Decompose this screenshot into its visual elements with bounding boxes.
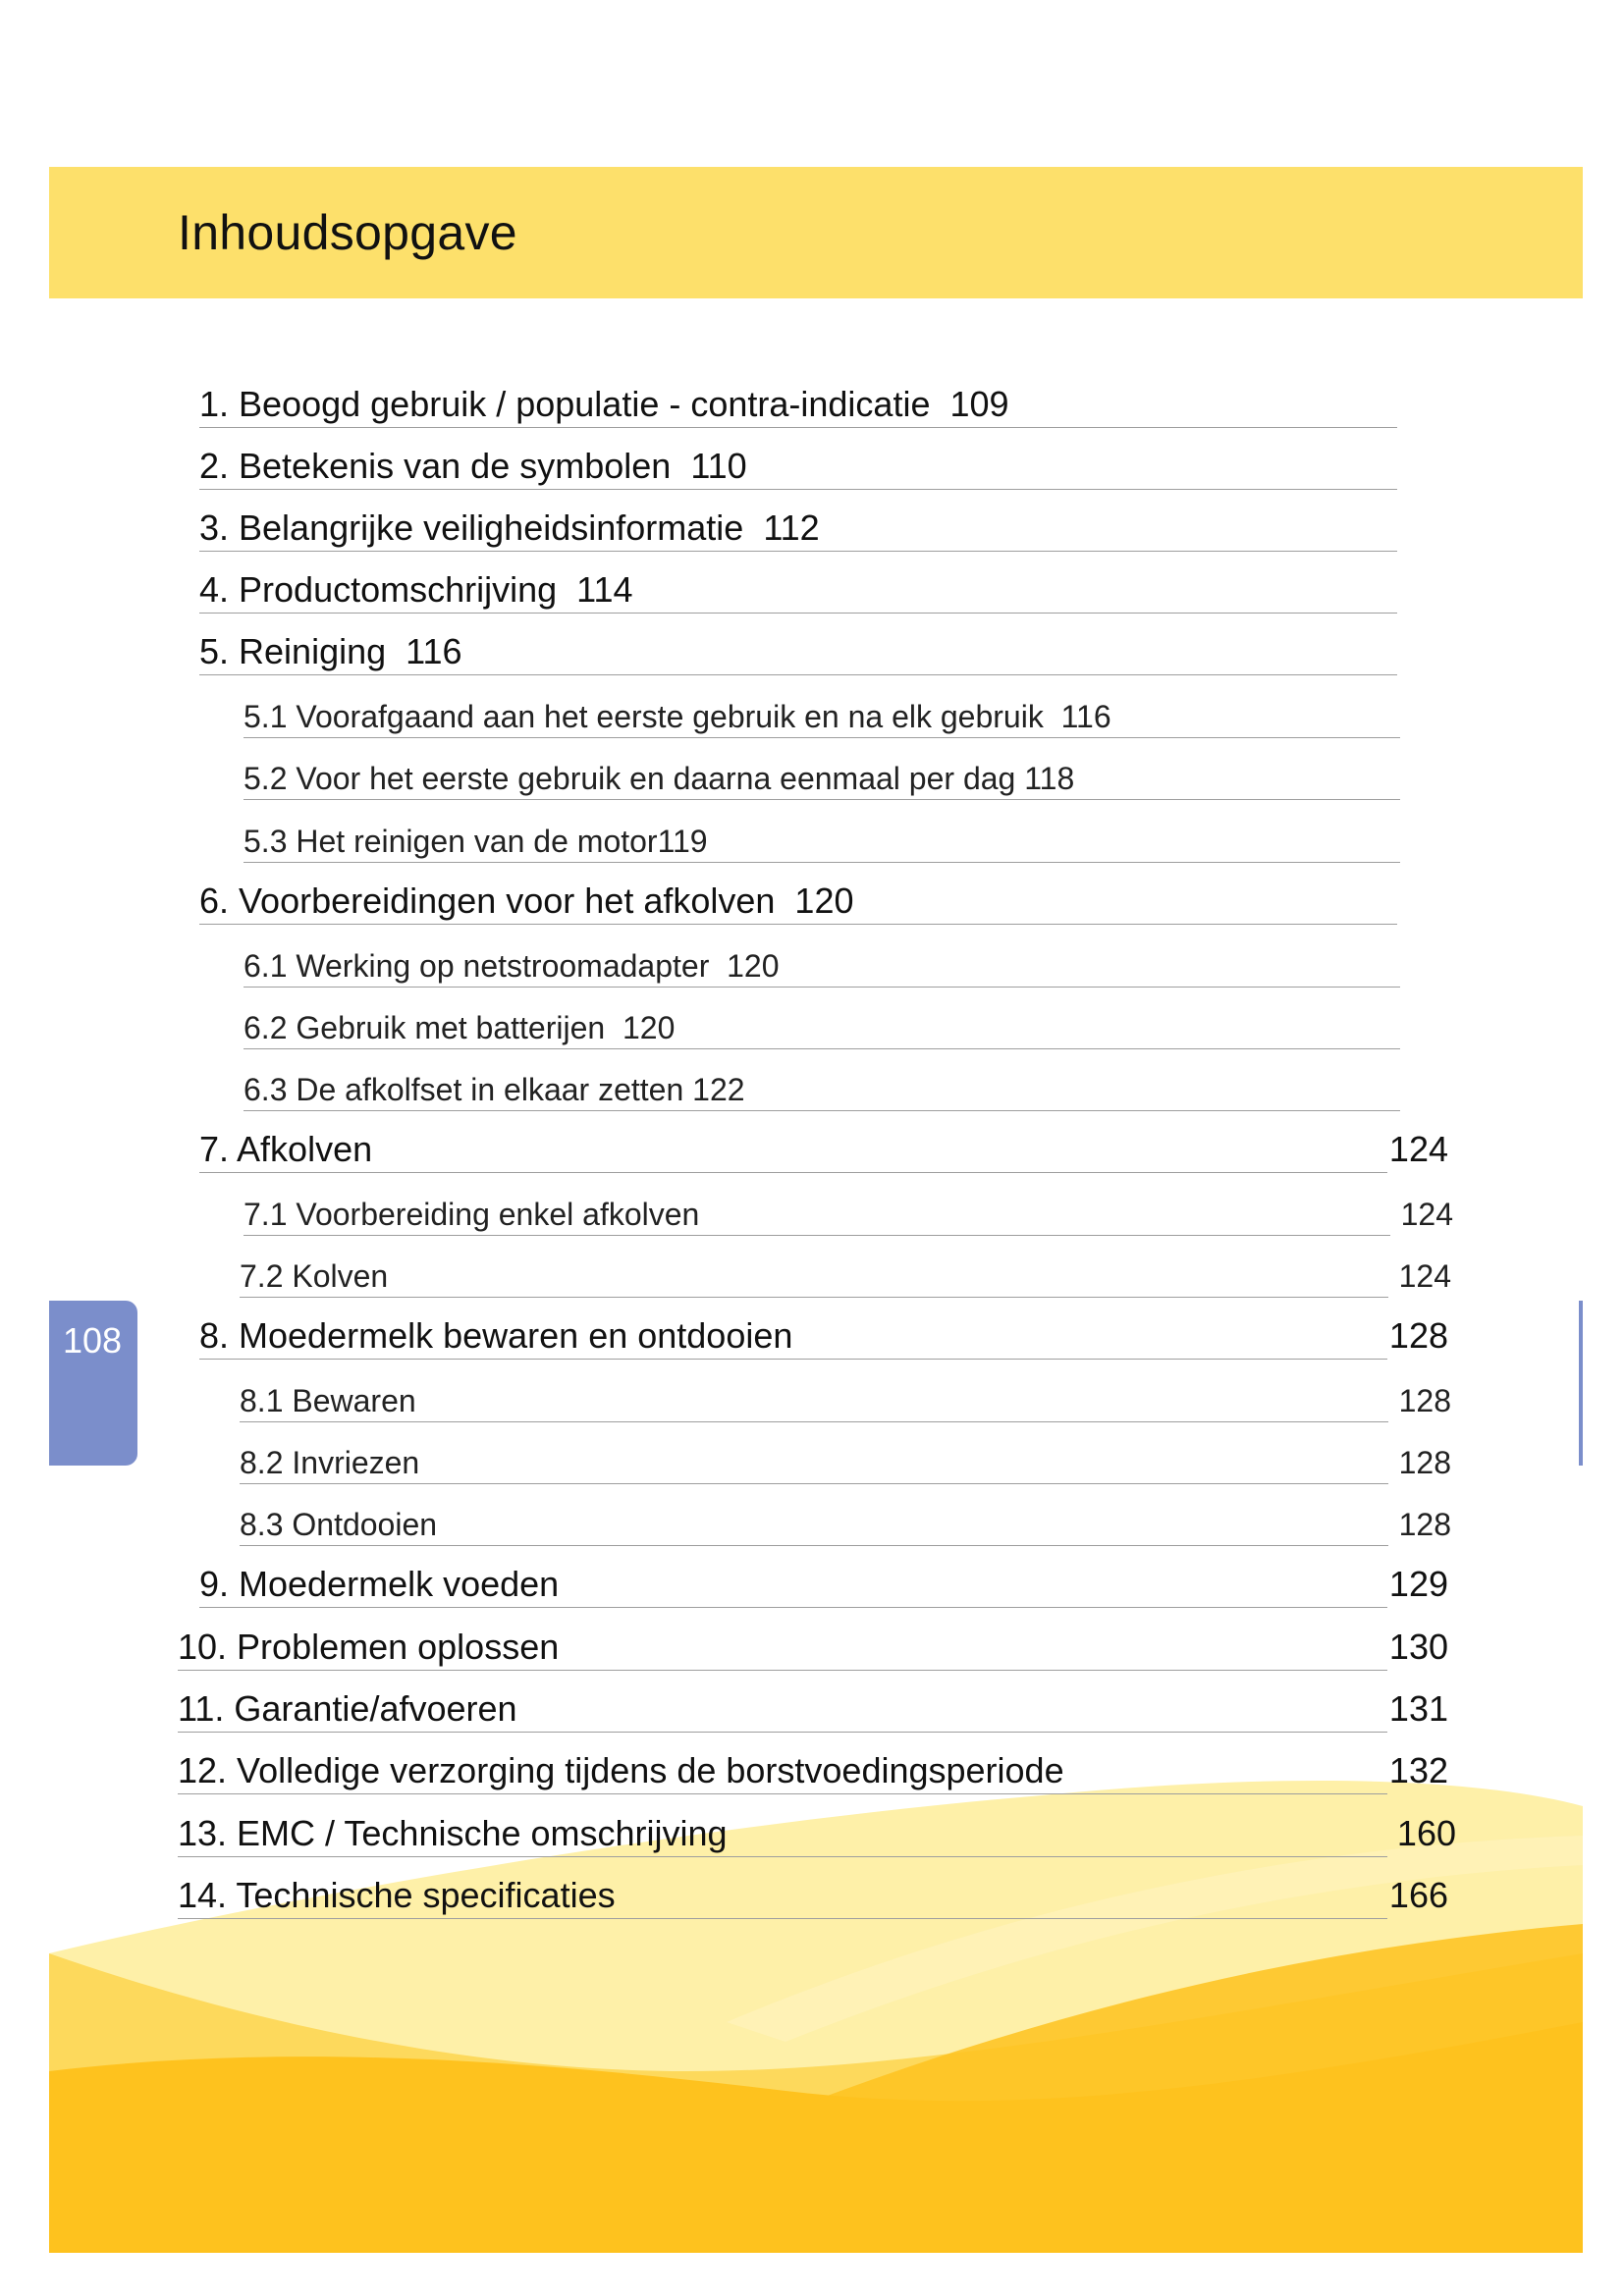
toc-entry-page: 128 (1388, 1315, 1448, 1356)
toc-entry-4[interactable] (199, 568, 1397, 614)
toc-entry-label: 8.3 Ontdooien (240, 1507, 438, 1542)
toc-entry-page: 131 (1388, 1688, 1448, 1729)
toc-entry-11[interactable] (178, 1687, 1448, 1733)
toc-entry-label: 12. Volledige verzorging tijdens de borstvoedingsperiode (178, 1750, 1064, 1790)
toc-entry-page: 120 (622, 1010, 676, 1045)
toc-entry-label: 10. Problemen oplossen (178, 1627, 560, 1667)
toc-entry-label: 7.2 Kolven (240, 1258, 389, 1294)
toc-entry-page: 116 (406, 631, 462, 671)
toc-entry-label: 5. Reiniging (199, 631, 387, 671)
toc-entry-label: 13. EMC / Technische omschrijving (178, 1813, 728, 1853)
toc-entry-page: 110 (690, 446, 747, 486)
toc-entry-page: 116 (1060, 699, 1111, 734)
toc-entry-page: 120 (727, 948, 780, 984)
toc-entry-6[interactable] (199, 880, 1397, 925)
toc-entry-label: 8.1 Bewaren (240, 1383, 416, 1418)
toc-entry-7-1[interactable] (244, 1191, 1453, 1236)
toc-entry-6-3[interactable] (244, 1066, 1400, 1111)
page-title: Inhoudsopgave (178, 205, 517, 260)
toc-entry-page: 124 (1388, 1129, 1448, 1169)
toc-entry-page: 118 (1024, 761, 1075, 796)
toc-entry-2[interactable] (199, 445, 1397, 490)
toc-entry-page: 166 (1388, 1875, 1448, 1915)
toc-entry-label: 7.1 Voorbereiding enkel afkolven (244, 1197, 700, 1232)
toc-entry-page: 124 (1400, 1197, 1453, 1232)
toc-entry-page: 114 (576, 569, 633, 610)
toc-entry-label: 5.3 Het reinigen van de motor (244, 824, 658, 859)
toc-entry-page: 112 (763, 507, 820, 548)
toc-entry-7-2[interactable] (240, 1253, 1451, 1298)
toc-entry-page: 160 (1396, 1813, 1456, 1853)
toc-entry-8-3[interactable] (240, 1501, 1451, 1546)
toc-entry-5-3[interactable] (244, 818, 1400, 863)
toc-entry-1[interactable] (199, 383, 1397, 428)
toc-entry-label: 7. Afkolven (199, 1129, 373, 1169)
toc-entry-label: 6.1 Werking op netstroomadapter (244, 948, 710, 984)
toc-entry-page: 122 (692, 1072, 745, 1107)
toc-entry-page: 129 (1388, 1564, 1448, 1604)
toc-entry-5-1[interactable] (244, 693, 1400, 738)
toc-entry-label: 6. Voorbereidingen voor het afkolven (199, 881, 776, 921)
toc-entry-label: 8.2 Invriezen (240, 1445, 420, 1480)
toc-entry-5[interactable] (199, 630, 1397, 675)
toc-entry-14[interactable] (178, 1874, 1448, 1919)
toc-entry-7[interactable] (199, 1128, 1448, 1173)
toc-entry-label: 9. Moedermelk voeden (199, 1564, 560, 1604)
toc-entry-page: 119 (657, 824, 708, 859)
page-number: 108 (63, 1320, 123, 1361)
toc-entry-page: 124 (1398, 1258, 1451, 1294)
toc-entry-label: 5.2 Voor het eerste gebruik en daarna eenmaal per dag (244, 761, 1016, 796)
toc-entry-label: 4. Productomschrijving (199, 569, 558, 610)
toc-entry-6-1[interactable] (244, 942, 1400, 988)
toc-entry-label: 6.2 Gebruik met batterijen (244, 1010, 606, 1045)
toc-entry-page: 130 (1388, 1627, 1448, 1667)
toc-entry-12[interactable] (178, 1749, 1448, 1794)
toc-entry-label: 11. Garantie/afvoeren (178, 1688, 517, 1729)
toc-entry-page: 109 (949, 384, 1009, 424)
toc-entry-10[interactable] (178, 1626, 1448, 1671)
toc-entry-label: 2. Betekenis van de symbolen (199, 446, 672, 486)
toc-entry-6-2[interactable] (244, 1004, 1400, 1049)
toc-entry-3[interactable] (199, 507, 1397, 552)
toc-entry-page: 132 (1388, 1750, 1448, 1790)
toc-entry-9[interactable] (199, 1563, 1448, 1608)
toc-entry-label: 1. Beoogd gebruik / populatie - contra-indicatie (199, 384, 931, 424)
toc-entry-label: 6.3 De afkolfset in elkaar zetten (244, 1072, 684, 1107)
toc-entry-8[interactable] (199, 1314, 1448, 1360)
toc-entry-page: 128 (1398, 1507, 1451, 1542)
toc-entry-13[interactable] (178, 1812, 1456, 1857)
toc-entry-label: 8. Moedermelk bewaren en ontdooien (199, 1315, 793, 1356)
toc-entry-8-2[interactable] (240, 1439, 1451, 1484)
toc-entry-label: 3. Belangrijke veiligheidsinformatie (199, 507, 744, 548)
toc-entry-5-2[interactable] (244, 755, 1400, 800)
toc-entry-label: 5.1 Voorafgaand aan het eerste gebruik en na elk gebruik (244, 699, 1044, 734)
toc-entry-page: 128 (1398, 1445, 1451, 1480)
toc-entry-label: 14. Technische specificaties (178, 1875, 616, 1915)
toc-entry-8-1[interactable] (240, 1377, 1451, 1422)
toc-entry-page: 120 (794, 881, 854, 921)
toc-entry-page: 128 (1398, 1383, 1451, 1418)
